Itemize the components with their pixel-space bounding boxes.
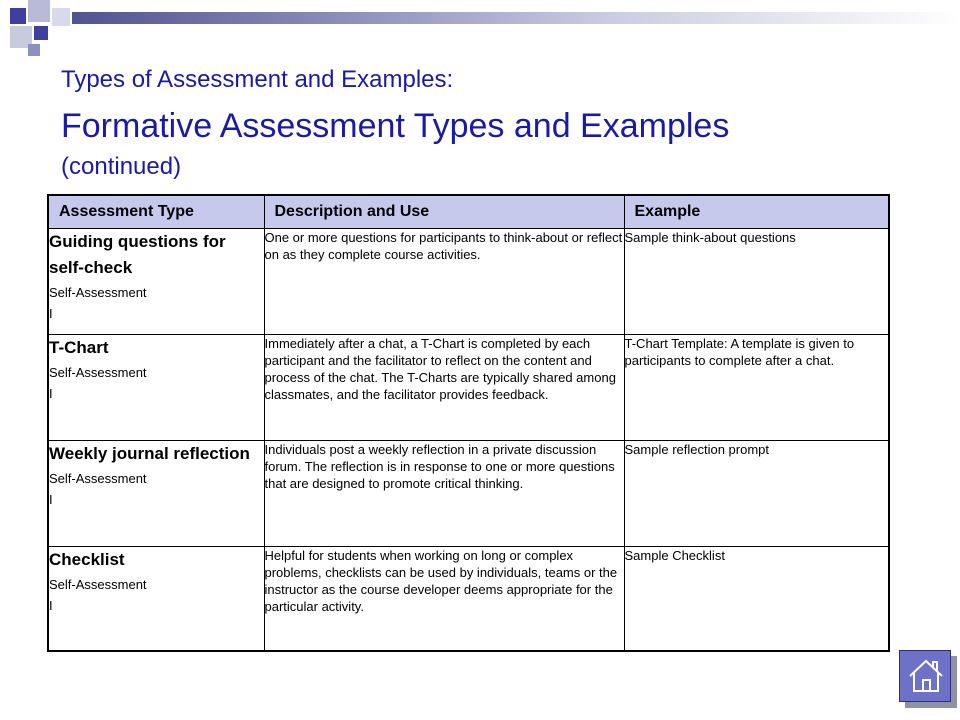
example-cell: Sample reflection prompt [624, 441, 889, 547]
decor-square [10, 8, 26, 24]
assessment-type-cell [48, 441, 264, 547]
assessment-category: Self-Assessment [49, 471, 147, 486]
decor-square [52, 8, 70, 26]
table-row [48, 335, 889, 441]
slide-subtitle-note: (continued) [61, 153, 182, 180]
column-header-description: Description and Use [264, 195, 624, 229]
decor-square [34, 26, 48, 40]
assessment-mark: I [49, 598, 53, 613]
table-header-row [48, 195, 889, 229]
assessment-mark: I [49, 306, 53, 321]
description-cell: Individuals post a weekly reflection in a private discussion forum. The reflection is in response to one or more questions that are designed to promote critical thinking. [264, 441, 624, 547]
column-header-type: Assessment Type [48, 195, 264, 229]
assessment-mark: I [49, 386, 53, 401]
assessment-type-name: T-Chart [49, 338, 109, 357]
description-cell: Helpful for students when working on long or complex problems, checklists can be used by individuals, teams or the instructor as the course developer deems appropriate for the particular activity. [264, 547, 624, 651]
assessment-mark: I [49, 492, 53, 507]
table-row [48, 229, 889, 335]
assessment-type-name: Guiding questions for self-check [49, 232, 226, 277]
assessment-type-cell [48, 547, 264, 651]
home-button[interactable] [899, 650, 951, 702]
example-cell: Sample Checklist [624, 547, 889, 651]
description-cell: Immediately after a chat, a T-Chart is completed by each participant and the facilitator to reflect on the content and process of the chat. The T-Charts are typically shared among classmates, and the facilitator provides feedback. [264, 335, 624, 441]
assessment-type-name: Weekly journal reflection [49, 444, 250, 463]
header-gradient-bar [72, 12, 960, 24]
home-icon [900, 651, 952, 703]
assessment-category: Self-Assessment [49, 577, 147, 592]
assessment-category: Self-Assessment [49, 365, 147, 380]
decor-square [28, 0, 50, 22]
column-header-example: Example [624, 195, 889, 229]
assessment-type-name: Checklist [49, 550, 125, 569]
example-cell: Sample think-about questions [624, 229, 889, 335]
slide-subtitle: Formative Assessment Types and Examples [61, 107, 730, 145]
description-cell: One or more questions for participants to think-about or reflect on as they complete course activities. [264, 229, 624, 335]
decor-square [28, 44, 40, 56]
table-row [48, 547, 889, 651]
assessment-table [47, 194, 890, 652]
assessment-category: Self-Assessment [49, 285, 147, 300]
table-row [48, 441, 889, 547]
example-cell: T-Chart Template: A template is given to participants to complete after a chat. [624, 335, 889, 441]
slide-title: Types of Assessment and Examples: [61, 66, 454, 93]
assessment-type-cell [48, 229, 264, 335]
assessment-type-cell [48, 335, 264, 441]
